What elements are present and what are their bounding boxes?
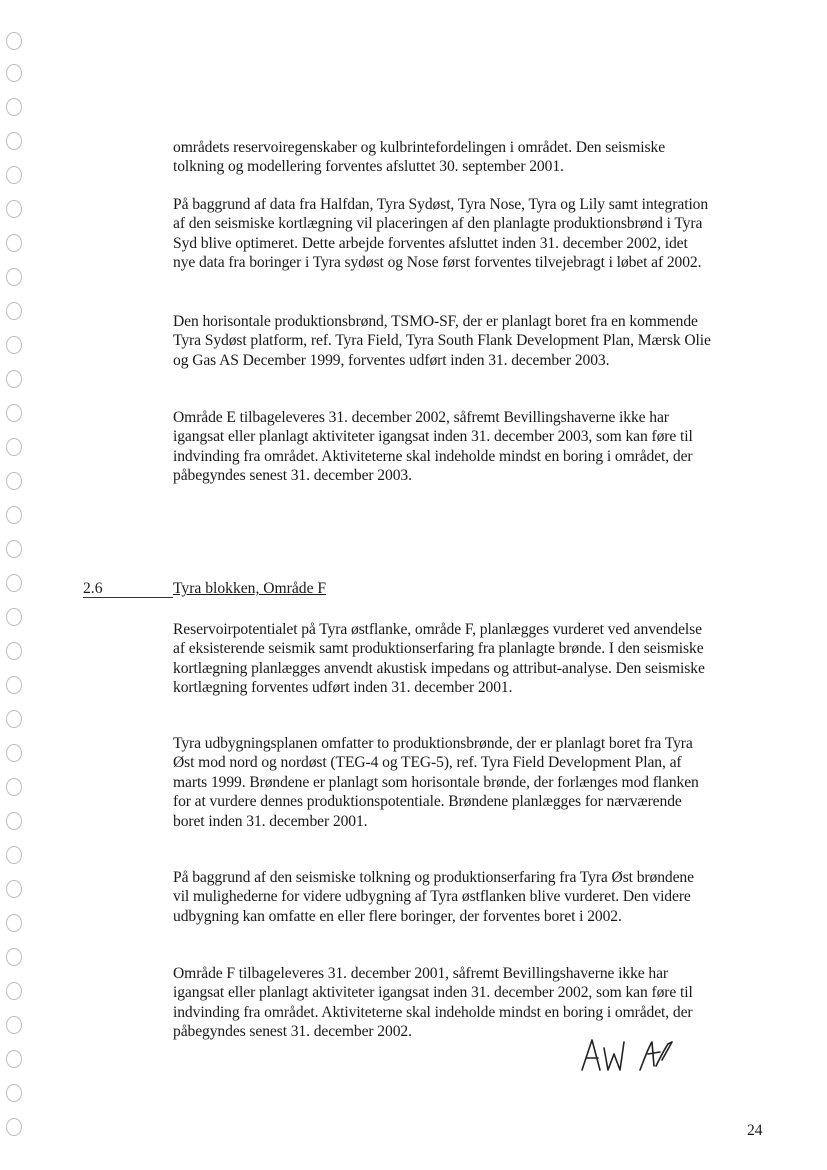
binder-hole [6, 302, 22, 320]
binder-hole [6, 336, 22, 354]
binder-hole [6, 200, 22, 218]
binder-holes [0, 0, 40, 1170]
binder-hole [6, 1016, 22, 1034]
binder-hole [6, 132, 22, 150]
binder-hole [6, 32, 22, 50]
binder-hole [6, 404, 22, 422]
binder-hole [6, 438, 22, 456]
section-rule [83, 597, 173, 598]
binder-hole [6, 982, 22, 1000]
binder-hole [6, 1084, 22, 1102]
paragraph: På baggrund af data fra Halfdan, Tyra Sydøst, Tyra Nose, Tyra og Lily samt integration af den seismiske kortlægning vil placeringen af den planlagte produktionsbrønd i Tyra Syd blive optimeret. Dette arbejde forventes afsluttet inden 31. december 2002, idet nye data fra boringer i Tyra sydøst og Nose først forventes tilvejebragt i løbet af 2002. [173, 196, 709, 272]
binder-hole [6, 98, 22, 116]
binder-hole [6, 234, 22, 252]
binder-hole [6, 778, 22, 796]
binder-hole [6, 846, 22, 864]
initials-signature [578, 1030, 678, 1078]
paragraph: områdets reservoiregenskaber og kulbrintefordelingen i området. Den seismiske tolkning og modellering forventes afsluttet 30. september 2001. [173, 139, 666, 176]
binder-hole [6, 880, 22, 898]
binder-hole [6, 676, 22, 694]
binder-hole [6, 608, 22, 626]
paragraph: På baggrund af den seismiske tolkning og produktionserfaring fra Tyra Øst brøndene vil mulighederne for videre udbygning af Tyra østflanken blive vurderet. Den videre udbygning kan omfatte en eller flere boringer, der forventes boret i 2002. [173, 869, 694, 925]
binder-hole [6, 948, 22, 966]
section-title: Tyra blokken, Område F [173, 580, 327, 597]
paragraph: Tyra udbygningsplanen omfatter to produktionsbrønde, der er planlagt boret fra Tyra Øst mod nord og nordøst (TEG-4 og TEG-5), ref. Tyra Field Development Plan, af marts 1999. Brøndene er planlagt som horisontale brønde, der forlænges mod flanken for at vurdere dennes produktionspotentiale. Brøndene planlægges for nærværende boret inden 31. december 2001. [173, 735, 699, 830]
section-number: 2.6 [83, 580, 103, 597]
binder-hole [6, 64, 22, 82]
binder-hole [6, 370, 22, 388]
paragraph: Område E tilbageleveres 31. december 2002, såfremt Bevillingshaverne ikke har igangsat eller planlagt aktiviteter igangsat inden 31. december 2003, som kan føre til indvinding fra området. Aktiviteterne skal indeholde mindst en boring i området, der påbegyndes senest 31. december 2003. [173, 409, 693, 485]
binder-hole [6, 812, 22, 830]
binder-hole [6, 540, 22, 558]
paragraph: Reservoirpotentialet på Tyra østflanke, område F, planlægges vurderet ved anvendelse af eksisterende seismik samt produktionserfaring fra planlagte brønde. I den seismiske kortlægning planlægges anvendt akustisk impedans og attribut-analyse. Den seismiske kortlægning forventes udført inden 31. december 2001. [173, 621, 705, 697]
binder-hole [6, 472, 22, 490]
paragraph: Den horisontale produktionsbrønd, TSMO-SF, der er planlagt boret fra en kommende Tyra Sydøst platform, ref. Tyra Field, Tyra South Flank Development Plan, Mærsk Olie og Gas AS December 1999, forventes udført inden 31. december 2003. [173, 313, 711, 369]
binder-hole [6, 1050, 22, 1068]
binder-hole [6, 268, 22, 286]
binder-hole [6, 744, 22, 762]
binder-hole [6, 166, 22, 184]
binder-hole [6, 710, 22, 728]
binder-hole [6, 506, 22, 524]
binder-hole [6, 574, 22, 592]
binder-hole [6, 1118, 22, 1136]
paragraph: Område F tilbageleveres 31. december 2001, såfremt Bevillingshaverne ikke har igangsat eller planlagt aktiviteter igangsat inden 31. december 2002, som kan føre til indvinding fra området. Aktiviteterne skal indeholde mindst en boring i området, der påbegyndes senest 31. december 2002. [173, 965, 693, 1041]
page-number: 24 [747, 1122, 763, 1139]
binder-hole [6, 642, 22, 660]
binder-hole [6, 914, 22, 932]
